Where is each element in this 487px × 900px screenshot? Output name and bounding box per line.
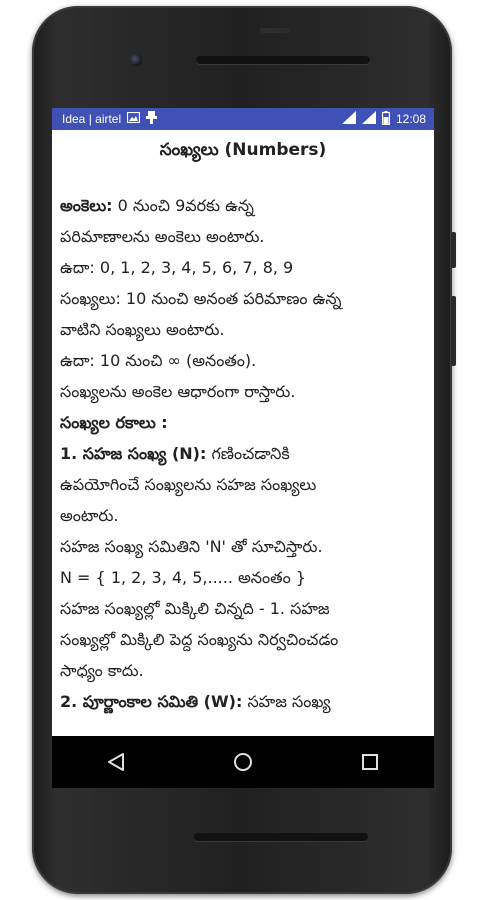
image-icon: [127, 112, 140, 126]
clock: 12:08: [395, 112, 426, 126]
line-text: సహజ సంఖ్యల్లో మిక్కిలి చిన్నది - 1. సహజ: [60, 599, 330, 618]
signal-icon: [362, 111, 376, 127]
line-text: ఉదా: 0, 1, 2, 3, 4, 5, 6, 7, 8, 9: [60, 258, 294, 277]
article-line: [60, 593, 426, 624]
article-line: [60, 686, 426, 717]
recents-icon: [361, 753, 379, 771]
article-line: [60, 655, 426, 686]
top-slit: [260, 28, 290, 33]
battery-icon: [382, 111, 390, 128]
back-icon: [107, 752, 125, 772]
article-line: [60, 190, 426, 221]
page-title: సంఖ్యలు (Numbers): [159, 140, 327, 160]
bold-term: 2. పూర్ణాంకాల సమితి (W):: [60, 692, 243, 711]
article-line: [60, 562, 426, 593]
article-line: [60, 221, 426, 252]
article-line: [60, 469, 426, 500]
article-line: [60, 314, 426, 345]
power-button: [451, 296, 456, 366]
line-text: సాధ్యం కాదు.: [60, 661, 144, 680]
line-text: అంటారు.: [60, 506, 119, 525]
android-debug-icon: [146, 111, 157, 127]
recents-button[interactable]: [345, 742, 395, 782]
article-body: [60, 190, 426, 717]
article-line: [60, 252, 426, 283]
article-line: [60, 624, 426, 655]
status-bar: [52, 108, 434, 130]
screen: [52, 108, 434, 736]
line-text: సహజ సంఖ్య: [242, 692, 331, 711]
bold-term: 1. సహజ సంఖ్య (N):: [60, 444, 207, 463]
bold-term: సంఖ్యల రకాలు :: [60, 413, 168, 432]
article-line: [60, 283, 426, 314]
article-line: [60, 500, 426, 531]
article-line: [60, 345, 426, 376]
home-button[interactable]: [218, 742, 268, 782]
navigation-bar: [52, 736, 434, 788]
article-line: [60, 438, 426, 469]
line-text: సంఖ్యలు: 10 నుంచి అనంత పరిమాణం ఉన్న: [60, 289, 342, 308]
carrier-label: Idea | airtel: [62, 112, 122, 126]
line-text: ఉపయోగించే సంఖ్యలను సహజ సంఖ్యలు: [60, 475, 317, 494]
line-text: ఉదా: 10 నుంచి ∞ (అనంతం).: [60, 351, 257, 370]
earpiece-speaker: [196, 56, 370, 64]
line-text: పరిమాణాలను అంకెలు అంటారు.: [60, 227, 265, 246]
line-text: N = { 1, 2, 3, 4, 5,..... అనంతం }: [60, 568, 306, 587]
line-text: సంఖ్యలను అంకెల ఆధారంగా రాస్తారు.: [60, 382, 296, 401]
front-camera: [130, 54, 142, 66]
article-line: [60, 407, 426, 438]
article-content: [52, 130, 434, 717]
bottom-speaker: [194, 833, 368, 841]
line-text: సంఖ్యల్లో మిక్కిలి పెద్ద సంఖ్యను నిర్వచించడం: [60, 630, 339, 649]
back-button[interactable]: [91, 742, 141, 782]
signal-icon: [342, 111, 356, 127]
line-text: వాటిని సంఖ్యలు అంటారు.: [60, 320, 225, 339]
article-line: [60, 376, 426, 407]
home-icon: [232, 751, 254, 773]
bold-term: అంకెలు:: [60, 196, 113, 215]
article-line: [60, 531, 426, 562]
line-text: సహజ సంఖ్య సమితిని 'N' తో సూచిస్తారు.: [60, 537, 323, 556]
line-text: 0 నుంచి 9వరకు ఉన్న: [112, 196, 254, 215]
line-text: గణించడానికి: [206, 444, 290, 463]
volume-button: [451, 232, 456, 268]
